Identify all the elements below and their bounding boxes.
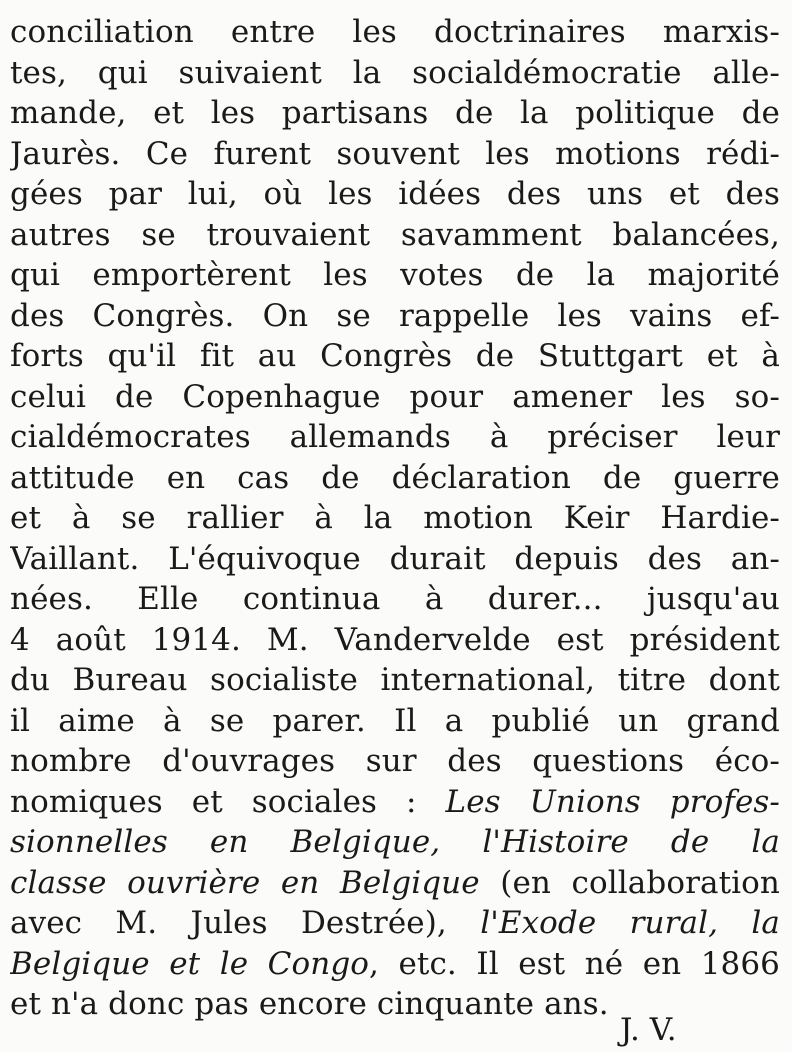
article-line: [10, 863, 780, 904]
body-text: forts qu'il fit au Congrès de Stuttgart et à: [10, 338, 780, 374]
body-text: , etc. Il est né en 1866: [369, 945, 780, 982]
italic-title-text: classe ouvrière en Belgique: [10, 864, 480, 901]
article-line: [10, 134, 780, 175]
article-line: [10, 903, 780, 944]
article-line: [10, 782, 780, 823]
article-line: [10, 255, 780, 296]
article-line: [10, 296, 780, 337]
italic-title-text: sionnelles en Belgique, l'Histoire de la: [10, 824, 780, 860]
body-text: cialdémocrates allemands à préciser leur: [10, 419, 780, 455]
body-text: Jaurès. Ce furent souvent les motions rédi-: [10, 135, 780, 172]
article-column: [10, 12, 780, 1025]
article-line: [10, 822, 780, 863]
body-text: des Congrès. On se rappelle les vains ef-: [10, 297, 780, 334]
italic-title-text: Belgique et le Congo: [10, 945, 370, 982]
body-text: et n'a donc pas encore cinquante ans.: [10, 986, 609, 1022]
article-line: [10, 336, 780, 377]
body-text: 4 août 1914. M. Vandervelde est président: [10, 621, 780, 658]
body-text: (en collaboration: [479, 864, 780, 901]
article-line: [10, 701, 780, 742]
body-text: et à se rallier à la motion Keir Hardie-: [10, 500, 780, 536]
body-text: attitude en cas de déclaration de guerre: [10, 459, 780, 496]
article-line: [10, 417, 780, 458]
body-text: conciliation entre les doctrinaires marxis-: [10, 14, 780, 50]
article-line: [10, 12, 780, 53]
article-line: [10, 579, 780, 620]
body-text: autres se trouvaient savamment balancées,: [10, 216, 780, 253]
body-text: mande, et les partisans de la politique de: [10, 95, 780, 131]
body-text: du Bureau socialiste international, titre dont: [10, 662, 780, 698]
article-line: [10, 741, 780, 782]
body-text: tes, qui suivaient la socialdémocratie alle-: [10, 54, 780, 91]
body-text: nées. Elle continua à durer... jusqu'au: [10, 581, 780, 617]
article-line: [10, 944, 780, 985]
article-line: [10, 53, 780, 94]
article-line: [10, 620, 780, 661]
article-line: [10, 93, 780, 134]
body-text: celui de Copenhague pour amener les so-: [10, 378, 780, 415]
italic-title-text: l'Exode rural, la: [480, 905, 780, 941]
body-text: il aime à se parer. Il a publié un grand: [10, 702, 780, 739]
italic-title-text: Les Unions profes-: [445, 783, 780, 820]
article-line: [10, 174, 780, 215]
author-signature: J. V.: [620, 1012, 677, 1048]
body-text: Vaillant. L'équivoque durait depuis des an-: [10, 540, 780, 577]
article-line: [10, 660, 780, 701]
body-text: avec M. Jules Destrée),: [10, 905, 481, 941]
article-line: [10, 498, 780, 539]
article-line: [10, 539, 780, 580]
body-text: gées par lui, où les idées des uns et des: [10, 176, 780, 212]
article-line: [10, 458, 780, 499]
body-text: qui emportèrent les votes de la majorité: [10, 257, 780, 293]
body-text: nomiques et sociales :: [10, 783, 446, 820]
article-line: [10, 377, 780, 418]
body-text: nombre d'ouvrages sur des questions éco-: [10, 743, 780, 779]
article-line: [10, 215, 780, 256]
